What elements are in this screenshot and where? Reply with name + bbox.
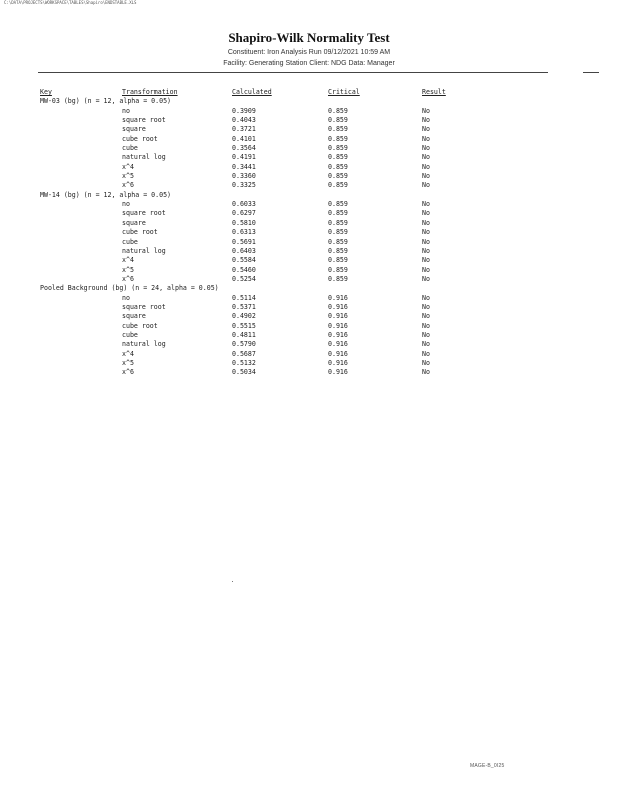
cell-result: No — [422, 293, 430, 302]
cell-transformation: x^5 — [122, 265, 134, 274]
cell-calculated: 0.6313 — [232, 228, 256, 237]
cell-transformation: natural log — [122, 246, 166, 255]
group-label: MW-14 (bg) (n = 12, alpha = 0.05) — [40, 190, 172, 199]
cell-critical: 0.859 — [328, 106, 348, 115]
cell-transformation: x^5 — [122, 358, 134, 367]
cell-result: No — [422, 302, 430, 311]
table-row — [40, 219, 460, 228]
cell-critical: 0.859 — [328, 125, 348, 134]
table-header-row — [40, 88, 460, 97]
table-row — [40, 275, 460, 284]
table-row — [40, 228, 460, 237]
table-row — [40, 368, 460, 377]
cell-calculated: 0.5584 — [232, 256, 256, 265]
cell-transformation: cube — [122, 237, 138, 246]
table-row — [40, 153, 460, 162]
cell-calculated: 0.3564 — [232, 144, 256, 153]
cell-calculated: 0.5515 — [232, 321, 256, 330]
table-row — [40, 116, 460, 125]
cell-critical: 0.859 — [328, 237, 348, 246]
table-body — [40, 97, 460, 377]
cell-critical: 0.859 — [328, 172, 348, 181]
cell-result: No — [422, 274, 430, 283]
cell-critical: 0.916 — [328, 358, 348, 367]
cell-transformation: no — [122, 106, 130, 115]
table-row — [40, 294, 460, 303]
table-row — [40, 200, 460, 209]
col-header-result: Result — [422, 88, 446, 96]
cell-result: No — [422, 125, 430, 134]
cell-result: No — [422, 349, 430, 358]
cell-critical: 0.916 — [328, 312, 348, 321]
col-header-key: Key — [40, 88, 52, 96]
cell-result: No — [422, 153, 430, 162]
group-label: Pooled Background (bg) (n = 24, alpha = 0.05) — [40, 284, 219, 293]
header-divider — [38, 72, 548, 73]
cell-result: No — [422, 134, 430, 143]
normality-table — [40, 88, 460, 378]
cell-result: No — [422, 368, 430, 377]
cell-calculated: 0.4191 — [232, 153, 256, 162]
cell-calculated: 0.5254 — [232, 274, 256, 283]
cell-calculated: 0.6033 — [232, 200, 256, 209]
cell-critical: 0.859 — [328, 200, 348, 209]
cell-transformation: cube root — [122, 134, 158, 143]
report-subtitle-2: Facility: Generating Station Client: NDG Data: Manager — [223, 60, 395, 67]
cell-critical: 0.916 — [328, 340, 348, 349]
cell-calculated: 0.4101 — [232, 134, 256, 143]
cell-calculated: 0.4902 — [232, 312, 256, 321]
cell-result: No — [422, 106, 430, 115]
group-row — [40, 284, 460, 293]
table-row — [40, 350, 460, 359]
table-row — [40, 125, 460, 134]
cell-transformation: x^4 — [122, 349, 134, 358]
cell-calculated: 0.3721 — [232, 125, 256, 134]
cell-transformation: cube root — [122, 321, 158, 330]
cell-result: No — [422, 209, 430, 218]
cell-critical: 0.859 — [328, 228, 348, 237]
cell-calculated: 0.3325 — [232, 181, 256, 190]
table-row — [40, 107, 460, 116]
cell-calculated: 0.5132 — [232, 358, 256, 367]
cell-result: No — [422, 228, 430, 237]
table-row — [40, 322, 460, 331]
cell-transformation: x^4 — [122, 256, 134, 265]
group-label: MW-03 (bg) (n = 12, alpha = 0.05) — [40, 97, 172, 106]
cell-transformation: no — [122, 293, 130, 302]
cell-transformation: cube — [122, 330, 138, 339]
cell-critical: 0.859 — [328, 246, 348, 255]
cell-result: No — [422, 330, 430, 339]
group-row — [40, 191, 460, 200]
table-row — [40, 266, 460, 275]
table-row — [40, 238, 460, 247]
cell-calculated: 0.3909 — [232, 106, 256, 115]
cell-critical: 0.859 — [328, 256, 348, 265]
table-row — [40, 181, 460, 190]
table-row — [40, 340, 460, 349]
cell-result: No — [422, 116, 430, 125]
cell-critical: 0.859 — [328, 265, 348, 274]
cell-calculated: 0.4043 — [232, 116, 256, 125]
table-row — [40, 359, 460, 368]
cell-result: No — [422, 181, 430, 190]
table-row — [40, 163, 460, 172]
table-row — [40, 312, 460, 321]
cell-calculated: 0.6403 — [232, 246, 256, 255]
cell-result: No — [422, 256, 430, 265]
cell-result: No — [422, 340, 430, 349]
header-divider-right — [583, 72, 599, 73]
cell-result: No — [422, 312, 430, 321]
cell-transformation: x^6 — [122, 181, 134, 190]
group-row — [40, 97, 460, 106]
cell-critical: 0.859 — [328, 274, 348, 283]
table-row — [40, 303, 460, 312]
cell-critical: 0.916 — [328, 349, 348, 358]
cell-transformation: no — [122, 200, 130, 209]
cell-transformation: natural log — [122, 153, 166, 162]
cell-transformation: square — [122, 312, 146, 321]
footer-identifier: MAGE-B_0I25 — [470, 763, 505, 769]
cell-critical: 0.859 — [328, 181, 348, 190]
cell-result: No — [422, 246, 430, 255]
cell-critical: 0.916 — [328, 302, 348, 311]
cell-critical: 0.916 — [328, 321, 348, 330]
table-row — [40, 331, 460, 340]
table-row — [40, 209, 460, 218]
cell-result: No — [422, 144, 430, 153]
cell-result: No — [422, 358, 430, 367]
table-row — [40, 247, 460, 256]
col-header-calculated: Calculated — [232, 88, 272, 96]
cell-transformation: square root — [122, 209, 166, 218]
cell-critical: 0.859 — [328, 218, 348, 227]
table-row — [40, 144, 460, 153]
cell-calculated: 0.5691 — [232, 237, 256, 246]
cell-transformation: x^4 — [122, 162, 134, 171]
table-row — [40, 172, 460, 181]
table-row — [40, 256, 460, 265]
table-row — [40, 135, 460, 144]
cell-result: No — [422, 321, 430, 330]
cell-transformation: cube root — [122, 228, 158, 237]
cell-transformation: x^6 — [122, 274, 134, 283]
cell-critical: 0.859 — [328, 162, 348, 171]
page-header-path: C:\DATA\PROJECTS\WORKSPACE\TABLES\Shapiro\ENDSTABLE.XLS — [4, 0, 137, 5]
stray-mark — [232, 581, 233, 582]
cell-transformation: x^6 — [122, 368, 134, 377]
cell-critical: 0.859 — [328, 144, 348, 153]
cell-calculated: 0.5687 — [232, 349, 256, 358]
cell-result: No — [422, 200, 430, 209]
cell-critical: 0.859 — [328, 153, 348, 162]
cell-transformation: cube — [122, 144, 138, 153]
cell-calculated: 0.5460 — [232, 265, 256, 274]
cell-transformation: x^5 — [122, 172, 134, 181]
cell-critical: 0.916 — [328, 293, 348, 302]
cell-critical: 0.859 — [328, 134, 348, 143]
cell-result: No — [422, 162, 430, 171]
cell-transformation: square root — [122, 116, 166, 125]
cell-calculated: 0.5371 — [232, 302, 256, 311]
cell-calculated: 0.5034 — [232, 368, 256, 377]
cell-transformation: natural log — [122, 340, 166, 349]
cell-result: No — [422, 172, 430, 181]
cell-calculated: 0.5810 — [232, 218, 256, 227]
cell-calculated: 0.4811 — [232, 330, 256, 339]
cell-calculated: 0.3441 — [232, 162, 256, 171]
cell-calculated: 0.5114 — [232, 293, 256, 302]
cell-critical: 0.859 — [328, 116, 348, 125]
cell-critical: 0.916 — [328, 330, 348, 339]
col-header-critical: Critical — [328, 88, 360, 96]
report-title: Shapiro-Wilk Normality Test — [228, 30, 390, 45]
col-header-transformation: Transformation — [122, 88, 178, 96]
report-subtitle-1: Constituent: Iron Analysis Run 09/12/2021 10:59 AM — [227, 49, 391, 56]
cell-result: No — [422, 218, 430, 227]
cell-transformation: square root — [122, 302, 166, 311]
cell-result: No — [422, 237, 430, 246]
cell-transformation: square — [122, 125, 146, 134]
cell-result: No — [422, 265, 430, 274]
cell-calculated: 0.5790 — [232, 340, 256, 349]
cell-calculated: 0.6297 — [232, 209, 256, 218]
cell-critical: 0.916 — [328, 368, 348, 377]
cell-critical: 0.859 — [328, 209, 348, 218]
cell-transformation: square — [122, 218, 146, 227]
cell-calculated: 0.3360 — [232, 172, 256, 181]
